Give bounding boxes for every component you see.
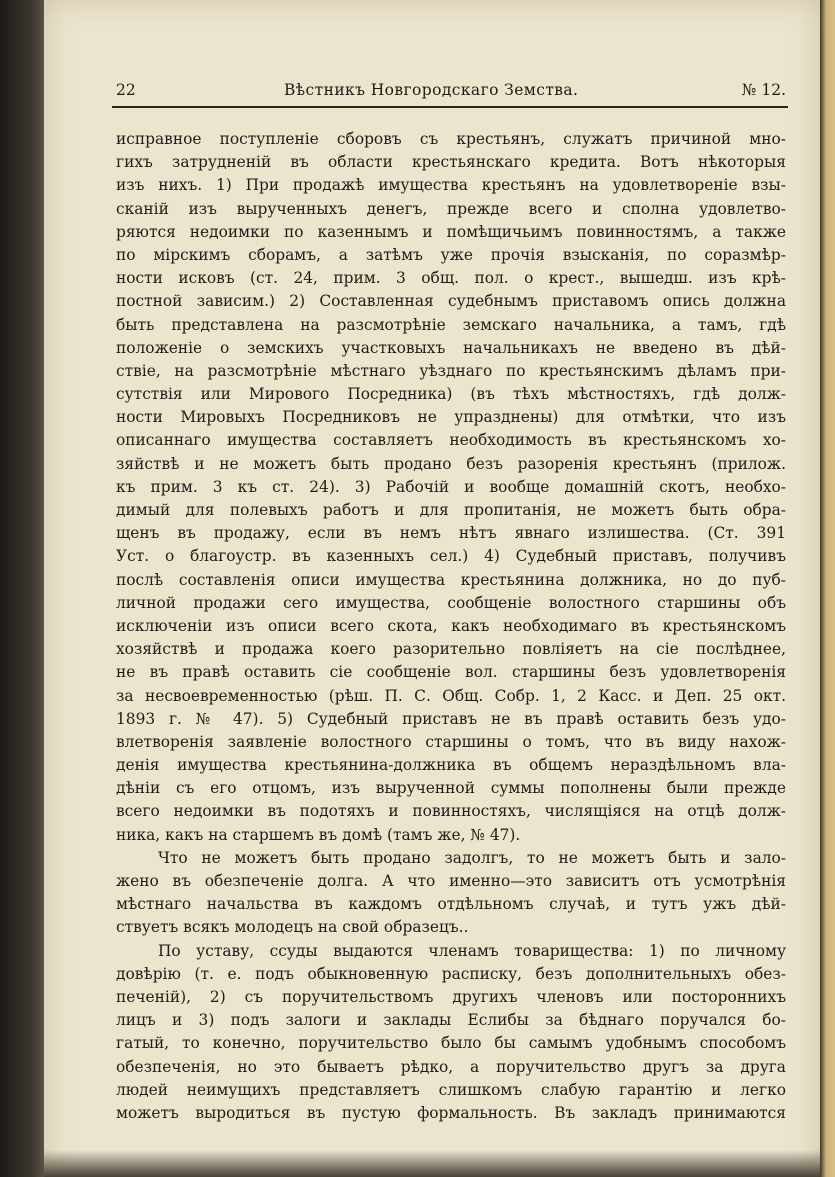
text-line: всего недоимки въ подотяхъ и повинностяхъ, числящіяся на отцѣ долж- xyxy=(116,802,786,821)
text-line: 1893 г. № 47). 5) Судебный приставъ не въ правѣ оставить безъ удо- xyxy=(116,709,786,728)
text-line: ности Мировыхъ Посредниковъ не упразднены) для отмѣтки, что изъ xyxy=(116,408,786,427)
body-text xyxy=(116,128,786,1125)
text-line: димый для полевыхъ работъ и для пропитанія, не можетъ быть обра- xyxy=(116,501,786,519)
next-page-edge xyxy=(820,0,835,1177)
text-line: описаннаго имущества составляетъ необходимость въ крестьянскомъ хо- xyxy=(116,431,786,450)
text-line: сутствія или Мирового Посредника) (въ тѣхъ мѣстностяхъ, гдѣ долж- xyxy=(116,385,786,404)
text-line: положеніе о земскихъ участковыхъ начальникахъ не введено въ дѣй- xyxy=(116,338,786,357)
text-line: влетворенія заявленіе волостного старшины о томъ, что въ виду нахож- xyxy=(116,732,786,751)
text-line: не въ правѣ оставить сіе сообщеніе вол. старшины безъ удовлетворенія xyxy=(116,663,786,682)
text-line: послѣ составленія описи имущества крестьянина должника, но до пуб- xyxy=(116,570,786,589)
text-line: Уст. о благоустр. въ казенныхъ сел.) 4) Судебный приставъ, получивъ xyxy=(116,547,786,566)
book-spine-shadow xyxy=(0,0,44,1177)
issue-number: № 12. xyxy=(741,81,786,99)
text-line: ника, какъ на старшемъ въ домѣ (тамъ же, № 47). xyxy=(116,825,521,844)
text-line: постной зависим.) 2) Составленная судебнымъ приставомъ опись должна xyxy=(116,292,786,311)
text-line: гатый, то конечно, поручительство было бы самымъ удобнымъ способомъ xyxy=(116,1034,786,1053)
text-line: хозяйствѣ и продажа коего разорительно повліяетъ на сіе послѣднее, xyxy=(116,640,786,659)
text-line: печеній), 2) съ поручительствомъ другихъ членовъ или постороннихъ xyxy=(116,987,786,1006)
text-line: можетъ выродиться въ пустую формальность. Въ закладъ принимаются xyxy=(116,1103,786,1122)
text-line: По уставу, ссуды выдаются членамъ товарищества: 1) по личному xyxy=(158,941,786,960)
page-bottom-shadow xyxy=(44,1150,820,1177)
text-line: довѣрію (т. е. подъ обыкновенную расписку, безъ дополнительныхъ обез- xyxy=(116,964,786,983)
text-line: дѣніи съ его отцомъ, изъ вырученной суммы пополнены были прежде xyxy=(116,779,786,798)
running-header xyxy=(116,81,786,105)
page-number: 22 xyxy=(116,81,136,99)
text-line: ности исковъ (ст. 24, прим. 3 общ. пол. о крест., вышедш. изъ крѣ- xyxy=(116,269,786,288)
text-line: ствіе, на разсмотрѣніе мѣстнаго уѣзднаго по крестьянскимъ дѣламъ при- xyxy=(116,361,786,380)
text-line: гихъ затрудненій въ области крестьянскаго кредита. Вотъ нѣкоторыя xyxy=(116,153,786,172)
text-line: ствуетъ всякъ молодецъ на свой образецъ.. xyxy=(116,918,469,937)
text-line: изъ нихъ. 1) При продажѣ имущества крестьянъ на удовлетвореніе взы- xyxy=(116,176,786,195)
text-line: исправное поступленіе сборовъ съ крестьянъ, служатъ причиной мно- xyxy=(116,130,786,148)
text-line: къ прим. 3 къ ст. 24). 3) Рабочій и вообще домашній скотъ, необхо- xyxy=(116,477,786,496)
text-line: щенъ въ продажу, если въ немъ нѣтъ явнаго излишества. (Ст. 391 xyxy=(116,524,786,543)
text-line: денія имущества крестьянина-должника въ общемъ нераздѣльномъ вла- xyxy=(116,756,786,775)
text-line: лицъ и 3) подъ залоги и заклады Еслибы за бѣднаго поручался бо- xyxy=(116,1011,786,1030)
text-line: за несвоевременностью (рѣш. П. С. Общ. Собр. 1, 2 Касс. и Деп. 25 окт. xyxy=(116,686,786,705)
text-line: быть представлена на разсмотрѣніе земскаго начальника, а тамъ, гдѣ xyxy=(116,315,786,334)
header-rule xyxy=(112,106,788,108)
text-line: обезпеченія, но это бываетъ рѣдко, а поручительство другъ за друга xyxy=(116,1057,786,1076)
text-line: сканій изъ вырученныхъ денегъ, прежде всего и сполна удовлетво- xyxy=(116,199,786,218)
text-line: исключеніи изъ описи всего скота, какъ необходимаго въ крестьянскомъ xyxy=(116,616,786,635)
text-line: людей неимущихъ представляетъ слишкомъ слабую гарантію и легко xyxy=(116,1080,786,1099)
text-line: по мірскимъ сборамъ, а затѣмъ уже прочія взысканія, по соразмѣр- xyxy=(116,245,786,264)
text-line: личной продажи сего имущества, сообщеніе волостного старшины объ xyxy=(116,593,786,612)
journal-title: Вѣстникъ Новгородскаго Земства. xyxy=(284,81,579,99)
text-line: мѣстнаго начальства въ каждомъ отдѣльномъ случаѣ, и тутъ ужъ дѣй- xyxy=(116,895,786,914)
text-line: ряются недоимки по казеннымъ и помѣщичьимъ повинностямъ, а также xyxy=(116,222,786,241)
text-line: жено въ обезпеченіе долга. А что именно—это зависитъ отъ усмотрѣнія xyxy=(116,872,786,890)
text-line: Что не можетъ быть продано задолгъ, то не можетъ быть и зало- xyxy=(158,848,786,867)
text-line: зяйствѣ и не можетъ быть продано безъ разоренія крестьянъ (прилож. xyxy=(116,454,786,473)
